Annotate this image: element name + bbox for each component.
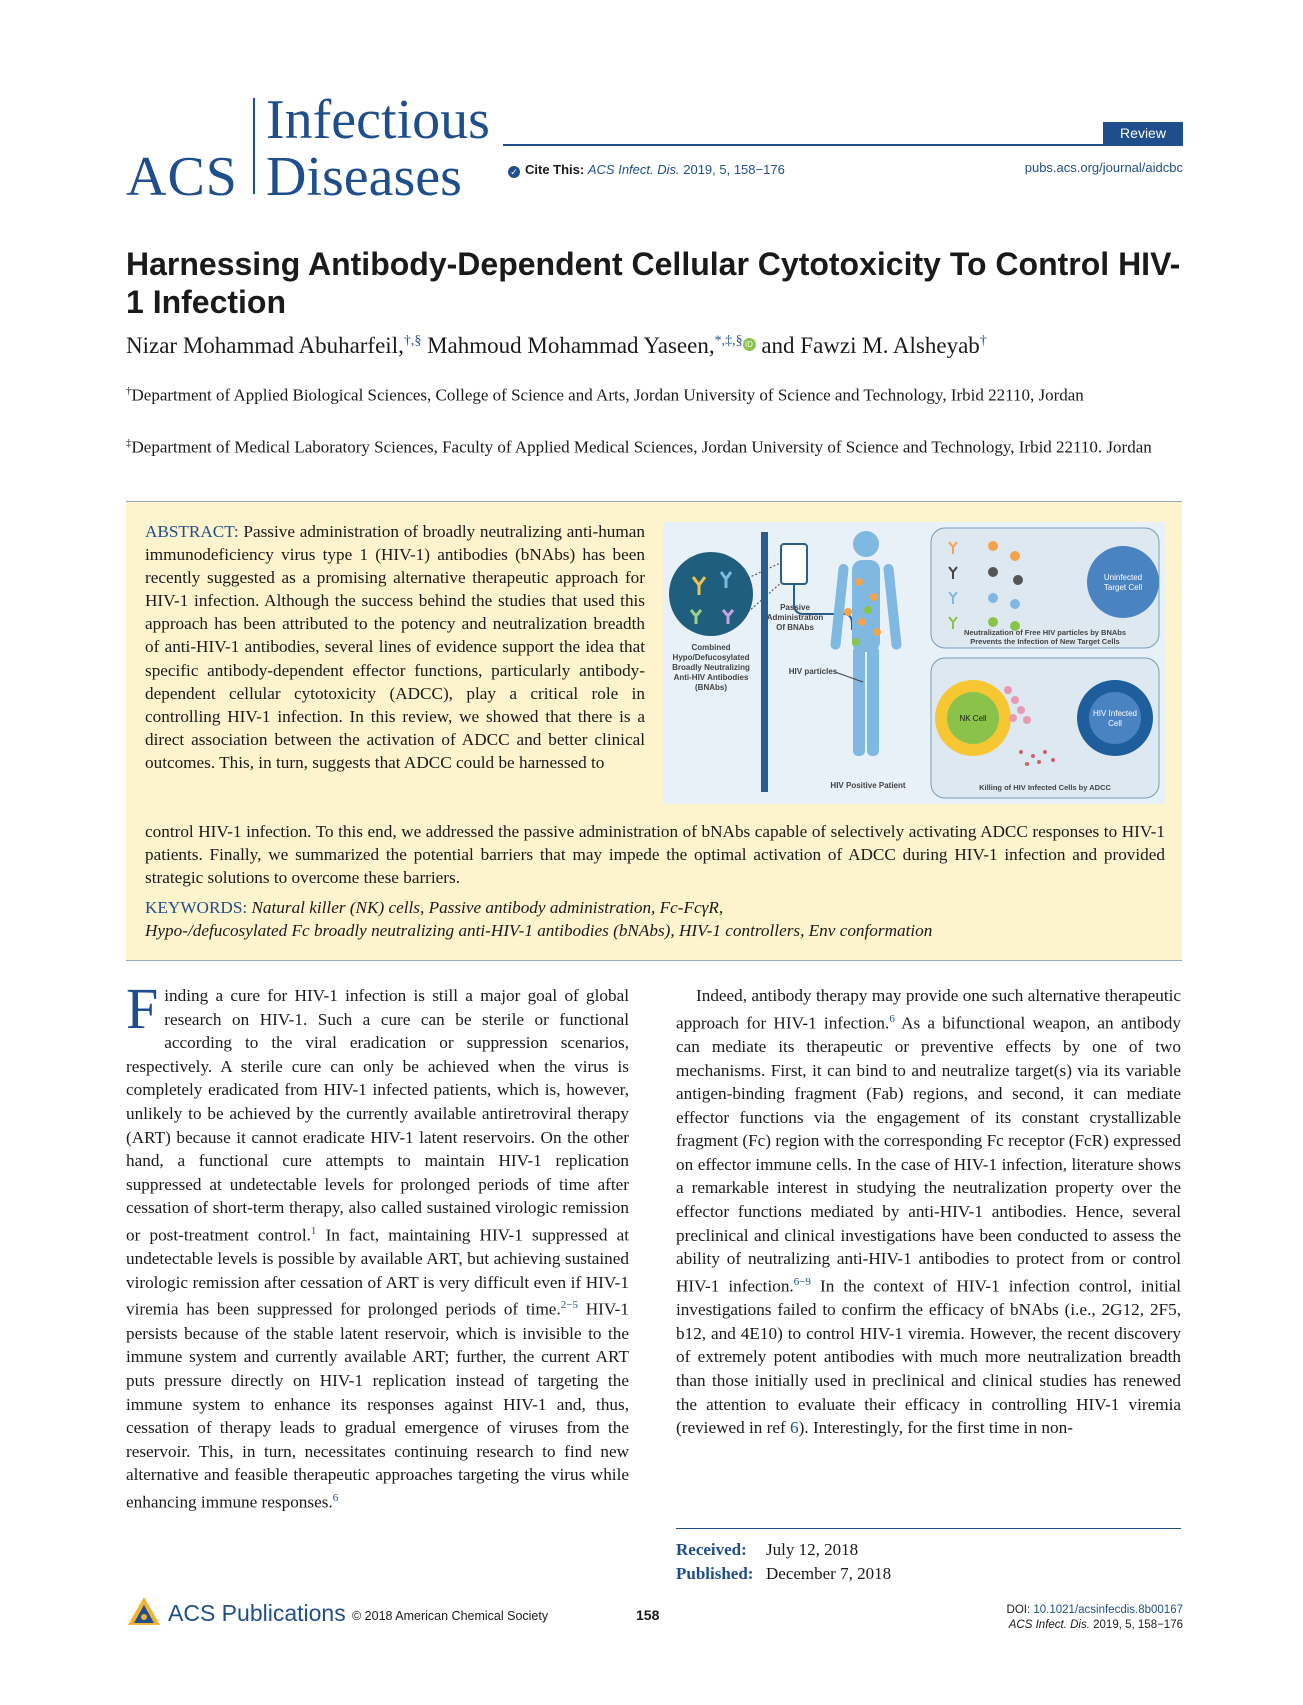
acs-publications-label[interactable]: ACS Publications	[168, 1600, 346, 1626]
logo-divider	[253, 98, 255, 194]
cite-details: 2019, 5, 158−176	[683, 162, 785, 177]
body-text: In fact, maintaining HIV-1 suppressed at undetectable levels is possible by available ART, but achieving sustained virologic remission after cessation of ART is very difficult even if HIV-1 viremia has been suppressed for prolonged periods of time.	[126, 1225, 629, 1320]
check-circle-icon: ✓	[508, 166, 520, 178]
body-text: In the context of HIV-1 infection control, initial investigations failed to confirm the efficacy of bNAbs (i.e., 2G12, 2F5, b12, and 4E10) to control HIV-1 viremia. However, the recent discovery of extremely potent antibodies with much more neutralization breadth than those initially used in preclinical and clinical studies has renewed the attention to evaluate their efficacy in controlling HIV-1 viremia (reviewed in ref	[676, 1276, 1181, 1438]
journal-url-link[interactable]: pubs.acs.org/journal/aidcbc	[1024, 160, 1183, 175]
dates-rule	[676, 1528, 1181, 1529]
cite-this[interactable]	[508, 162, 785, 178]
body-text: As a bifunctional weapon, an antibody can mediate its therapeutic or preventive effects by one of two mechanisms. First, it can bind to and neutralize target(s) via its variable antigen-binding fragment (Fab) regions, and second, it can mediate effector functions via the engagement of its constant crystallizable fragment (Fc) region with the corresponding Fc receptor (FcR) expressed on effector immune cells. In the case of HIV-1 infection, literature shows a remarkable interest in studying the neutralization property over the effector functions mediated by anti-HIV-1 antibodies. Hence, several preclinical and clinical investigations have been conducted to assess the ability of neutralizing anti-HIV-1 antibodies to protect from or control HIV-1 infection.	[676, 1013, 1181, 1296]
body-text: inding a cure for HIV-1 infection is still a major goal of global research on HIV-1. Such a cure can be sterile or functional according to the viral eradication or suppression scenarios, respectively. A sterile cure can only be achieved when the virus is completely eradicated from HIV-1 infected patients, which is, however, unlikely to be achieved by the currently available antiretroviral therapy (ART) because it cannot eradicate HIV-1 latent reservoirs. On the other hand, a functional cure attempts to maintain HIV-1 replication suppressed at undetectable levels for prolonged periods of time after cessation of short-term therapy, also called sustained virologic remission or post-treatment control.	[126, 986, 629, 1245]
drop-cap: F	[126, 976, 159, 1041]
uninfected-cell	[1087, 546, 1159, 618]
author-name[interactable]: Nizar Mohammad Abuharfeil,	[126, 333, 404, 358]
keywords-label: KEYWORDS:	[145, 898, 248, 917]
toc-left-label-3: Anti-HIV Antibodies	[673, 673, 749, 682]
footer-citation-details: 2019, 5, 158−176	[1093, 1619, 1183, 1631]
toc-drip-label-0: Passive	[780, 603, 810, 612]
body-left-column	[126, 976, 630, 1514]
keywords	[145, 896, 1165, 942]
author-marks: †	[979, 333, 987, 349]
toc-patient-label: HIV Positive Patient	[830, 781, 906, 790]
toc-killing-label: Killing of HIV Infected Cells by ADCC	[979, 783, 1111, 792]
received-date: July 12, 2018	[766, 1540, 859, 1559]
toc-neutralization-1: Prevents the Infection of New Target Cells	[970, 637, 1120, 646]
body-text: ). Interestingly, for the first time in non-	[798, 1418, 1073, 1438]
citation-ref[interactable]: 1	[310, 1224, 317, 1237]
journal-name-line1: Infectious	[266, 89, 490, 151]
toc-drip-label-1: Administration	[766, 613, 824, 622]
affiliation-text: Department of Medical Laboratory Sciences, Faculty of Applied Medical Sciences, Jordan University of Science and Technology, Irbid 22110. Jordan	[131, 437, 1152, 457]
abstract-label: ABSTRACT:	[145, 522, 239, 541]
cite-journal: ACS Infect. Dis.	[587, 162, 680, 177]
toc-graphic	[663, 522, 1165, 804]
author-name[interactable]: Mahmoud Mohammad Yaseen,	[427, 333, 715, 358]
footer-citation-journal: ACS Infect. Dis.	[1008, 1619, 1090, 1631]
author-marks: *,‡,§	[714, 333, 743, 349]
affiliation-mark: ‡	[126, 437, 132, 449]
affiliation-1	[126, 380, 1186, 407]
page-number: 158	[636, 1607, 660, 1623]
toc-neutralization-0: Neutralization of Free HIV particles by BNAbs	[963, 628, 1127, 637]
body-right-column	[676, 984, 1181, 1440]
toc-left-label-4: (BNAbs)	[695, 683, 727, 692]
body-text: HIV-1 persists because of the stable latent reservoir, which is invisible to the immune system and currently available ART; further, the current ART puts pressure directly on HIV-1 replication instead of targeting the immune system to enhance its responses against HIV-1 and, thus, cessation of therapy leads to gradual emergence of viruses from the reservoir. This, in turn, necessitates continuing research to find new alternative and feasible therapeutic approaches targeting the virus while enhancing immune responses.	[126, 1300, 630, 1512]
citation-ref[interactable]: 6	[790, 1418, 799, 1438]
doi-block	[1007, 1603, 1183, 1633]
article-type-badge: Review	[1103, 122, 1183, 144]
toc-hiv-particles: HIV particles	[788, 667, 838, 676]
toc-left-label-1: Hypo/Defucosylated	[672, 653, 750, 662]
copyright-notice: © 2018 American Chemical Society	[352, 1609, 549, 1623]
author-list	[126, 333, 987, 359]
keywords-line2: Hypo-/defucosylated Fc broadly neutralizing anti-HIV-1 antibodies (bNAbs), HIV-1 controllers, Env conformation	[145, 921, 933, 941]
toc-uninfected-1: Target Cell	[1103, 583, 1143, 592]
abstract-text-part1	[145, 520, 645, 774]
toc-drip-label-2: Of BNAbs	[776, 623, 814, 632]
antibody-circle	[669, 552, 753, 636]
abstract-text-part2: control HIV-1 infection. To this end, we addressed the passive administration of bNAbs capable of selectively activating ADCC responses to HIV-1 patients. Finally, we summarized the potential barriers that may impede the optimal activation of ADCC during HIV-1 infection and provided strategic solutions to overcome these barriers.	[145, 822, 1165, 888]
affiliation-2	[126, 432, 1186, 459]
toc-infected-0: HIV Infected	[1092, 709, 1138, 718]
affiliation-text: Department of Applied Biological Sciences, College of Science and Arts, Jordan University of Science and Technology, Irbid 22110, Jordan	[131, 385, 1084, 405]
citation-ref[interactable]: 6	[889, 1012, 895, 1025]
published-date: December 7, 2018	[766, 1564, 892, 1583]
journal-name-line2: Diseases	[266, 146, 462, 208]
citation-ref[interactable]: 2−5	[560, 1299, 578, 1312]
acs-logo-text: ACS	[126, 146, 238, 208]
toc-nk-cell: NK Cell	[959, 714, 987, 723]
doi-label: DOI:	[1006, 1604, 1031, 1616]
cite-label: Cite This:	[525, 162, 585, 177]
header-rule	[503, 144, 1183, 146]
abstract-body-1: Passive administration of broadly neutralizing anti-human immunodeficiency virus type 1 (HIV-1) antibodies (bNAbs) has been recently suggested as a promising alternative therapeutic approach for HIV-1 infection. Although the success behind the studies that used this approach has been attributed to the potency and neutralization breadth of anti-HIV-1 antibodies, several lines of evidence support the idea that specific antibody-dependent effector functions, particularly antibody-dependent cellular cytotoxicity (ADCC), play a critical role in controlling HIV-1 infection. In this review, we showed that there is a direct association between the activation of ADCC and better clinical outcomes. This, in turn, suggests that ADCC could be harnessed to	[145, 522, 645, 772]
iv-bag	[781, 544, 807, 584]
orcid-icon[interactable]: iD	[743, 338, 756, 351]
received-label: Received:	[676, 1540, 747, 1559]
toc-uninfected-0: Uninfected	[1103, 573, 1143, 582]
citation-ref[interactable]: 6−9	[793, 1275, 811, 1288]
iv-pole	[761, 532, 768, 792]
article-title: Harnessing Antibody-Dependent Cellular Cytotoxicity To Control HIV-1 Infection	[126, 246, 1181, 320]
citation-ref[interactable]: 6	[332, 1491, 339, 1504]
author-marks: †,§	[403, 333, 422, 349]
doi-link[interactable]: 10.1021/acsinfecdis.8b00167	[1033, 1604, 1183, 1616]
acs-publications-logo-icon[interactable]	[126, 1595, 162, 1633]
affiliation-mark: †	[126, 385, 132, 397]
keywords-line1: Natural killer (NK) cells, Passive antibody administration, Fc-FcγR,	[251, 898, 724, 917]
toc-left-label-0: Combined	[691, 643, 731, 652]
article-dates	[676, 1538, 891, 1586]
body-text: Indeed, antibody therapy may provide one such alternative therapeutic approach for HIV-1 infection.	[676, 986, 1181, 1033]
published-label: Published:	[676, 1564, 754, 1583]
author-name[interactable]: and Fawzi M. Alsheyab	[761, 333, 980, 358]
toc-left-label-2: Broadly Neutralizing	[672, 663, 750, 672]
toc-infected-1: Cell	[1108, 719, 1122, 728]
